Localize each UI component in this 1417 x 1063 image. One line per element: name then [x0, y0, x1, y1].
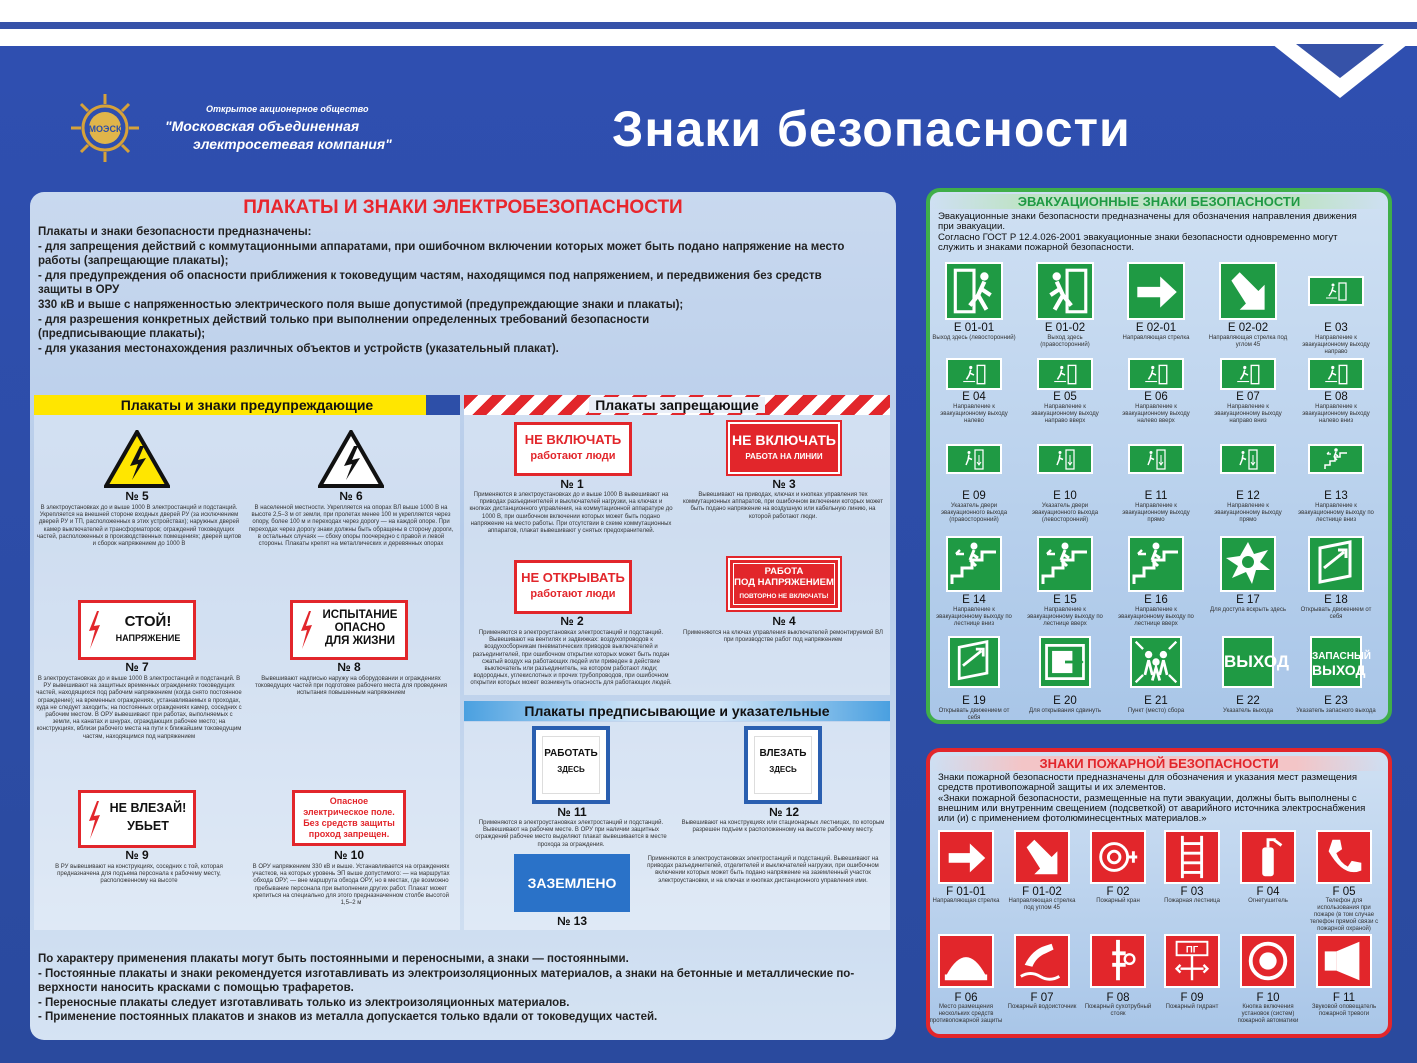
- intro-line: «Знаки пожарной безопасности, размещенные на пути эвакуации, должны быть выполнены с: [938, 792, 1357, 804]
- chevron-inner: [1296, 44, 1384, 78]
- do-not-open-poster: [514, 560, 632, 614]
- sign-description: Открывать движением от себя: [938, 708, 1010, 721]
- push-door-icon: [1308, 536, 1364, 592]
- sign-code: Е 18: [1324, 594, 1348, 606]
- sign-description: Направление к эвакуационному выходу направо вниз: [1214, 404, 1282, 424]
- sign-description: Место размещения нескольких средств противопожарной защиты: [929, 1004, 1003, 1024]
- sign-code: F 07: [1030, 992, 1054, 1004]
- poster-text: ОПАСНО: [334, 622, 386, 634]
- sign-text: ЗАПАСНЫЙ: [1312, 651, 1371, 662]
- do-not-switch-on-poster: [514, 422, 632, 476]
- phone-icon: [1316, 830, 1372, 884]
- prohibiting-subtitle-text: Плакаты запрещающие: [589, 397, 765, 413]
- sign-code: Е 19: [962, 695, 986, 707]
- poster-text: Опасное: [329, 796, 369, 806]
- sign-number: № 12: [768, 805, 800, 819]
- sign-description: Указатель двери эвакуационного выхода (правосторонний): [940, 503, 1008, 523]
- footer-line: - Применение постоянных плакатов и знаков из металла допускается только вдали от токоведущих частей.: [38, 1011, 658, 1024]
- prohibiting-subtitle: [464, 395, 890, 415]
- sign-description: Применяются в электроустановках электростанций и подстанций. Вывешивают на рабочем месте. В ОРУ при наличии защитных ограждений рабочее место выделяют плакат вывешивается в месте прохода за ограждения.: [475, 820, 667, 848]
- sign-description: Пункт (место) сбора: [1127, 708, 1185, 714]
- sign-number: № 9: [125, 848, 149, 862]
- arrow-diagonal-icon: [1219, 262, 1277, 320]
- sign-code: Е 01-02: [1044, 322, 1086, 334]
- lightning-icon: [299, 611, 313, 649]
- sign-code: Е 13: [1324, 490, 1348, 502]
- sign-code: Е 09: [962, 490, 986, 502]
- poster-text: работают люди: [530, 588, 616, 600]
- intro-line: Плакаты и знаки безопасности предназначены:: [38, 226, 312, 238]
- sign-code: F 03: [1180, 886, 1204, 898]
- intro-line: при эвакуации.: [938, 221, 1005, 233]
- stairs-icon: [1308, 444, 1364, 474]
- sign-code: F 06: [954, 992, 978, 1004]
- sign-number: № 13: [556, 914, 588, 928]
- prescriptive-subtitle: Плакаты предписывающие и указательные: [464, 701, 890, 721]
- sign-code: Е 16: [1144, 594, 1168, 606]
- footer-line: - Постоянные плакаты и знаки рекомендуется изготавливать из электроизоляционных материалов, а знаки на бетонные и металлические по-: [38, 967, 855, 980]
- lightning-icon: [87, 801, 101, 839]
- stairs-icon: [1128, 536, 1184, 592]
- sign-code: Е 23: [1324, 695, 1348, 707]
- intro-line: средств противопожарной защиты и их элементов.: [938, 782, 1166, 794]
- sign-code: Е 11: [1144, 490, 1168, 502]
- emergency-exit-text-icon: [1310, 636, 1371, 688]
- footer-line: По характеру применения плакаты могут быть постоянными и переносными, а знаки — постоянными.: [38, 953, 629, 965]
- alarm-button-icon: [1240, 934, 1296, 988]
- poster-text: ДЛЯ ЖИЗНИ: [324, 635, 396, 647]
- poster-text: ЗДЕСЬ: [557, 765, 585, 774]
- sign-code: Е 15: [1053, 594, 1077, 606]
- exit-right-icon: [1036, 262, 1094, 320]
- poster-text: НАПРЯЖЕНИЕ: [115, 633, 181, 643]
- intro-line: - для предупреждения об опасности приближения к токоведущим частям, находящимся под напряжением, и передвижения без средств: [38, 269, 822, 282]
- intro-line: - для указания местонахождения различных объектов и устройств (указательный плакат).: [38, 342, 559, 355]
- sign-description: Направление к эвакуационному выходу по лестнице вверх: [1027, 607, 1103, 627]
- exit-direction-icon: [1220, 358, 1276, 390]
- poster-top-edge: [0, 46, 1417, 62]
- sign-description: Вывешивают на конструкциях или стационарных лестницах, по которым разрешен подъем к расположенному на высоте рабочему месту.: [681, 820, 885, 834]
- intro-line: защиты в ОРУ: [38, 284, 120, 297]
- sign-description: В электроустановках до и выше 1000 В электростанций и подстанций. В РУ вывешивают на защитных временных ограждениях токоведущих частей, находящихся под рабочим напряжением (когда снято постоянное ограждение); на временных ограждениях, устанавливаемых в проходах, куда не следует заходить; на постоянных ограждениях камер, соседних с рабочим местом. В ОРУ вывешивают при работах, выполняемых с земли, на канатах и шнурах, ограждающих рабочее место; на конструкциях, вблизи рабочего места на пути к ближайшим токоведущим частям, находящимся под напряжением: [36, 676, 242, 740]
- poster-text: электрическое поле.: [303, 807, 395, 817]
- poster-text: ВЛЕЗАТЬ: [759, 748, 807, 759]
- sign-code: F 05: [1332, 886, 1356, 898]
- intro-line: - для запрещения действий с коммутационными аппаратами, при ошибочном включении которых может быть подано напряжение на место: [38, 240, 845, 253]
- sign-number: № 10: [333, 848, 365, 862]
- sign-number: № 2: [560, 614, 584, 628]
- fire-safety-panel: [926, 748, 1392, 1038]
- sign-number: № 8: [337, 660, 361, 674]
- sign-code: Е 10: [1053, 490, 1077, 502]
- sign-description: Вывешивают надписью наружу на оборудовании и ограждениях токоведущих частей при подготовке рабочего места для проведения испытания повышенным напряжением: [255, 676, 447, 697]
- intro-line: - для разрешения конкретных действий только при выполнении определенных требований безопасности: [38, 313, 650, 326]
- sign-code: F 04: [1256, 886, 1280, 898]
- sign-description: Выход здесь (правосторонний): [1040, 335, 1090, 348]
- sign-description: Открывать движением от себя: [1300, 607, 1372, 620]
- fire-equipment-icon: [938, 934, 994, 988]
- extinguisher-icon: [1240, 830, 1296, 884]
- intro-line: работы (запрещающие плакаты);: [38, 255, 229, 268]
- water-source-icon: [1014, 934, 1070, 988]
- do-not-switch-on-line-poster: [728, 422, 840, 474]
- work-here-poster: [532, 726, 610, 804]
- sign-number: № 5: [125, 489, 149, 503]
- sign-description: Выход здесь (левосторонний): [932, 335, 1016, 341]
- dry-riser-icon: [1090, 934, 1146, 988]
- fire-hose-icon: [1090, 830, 1146, 884]
- sign-description: Пожарный водоисточник: [1007, 1004, 1077, 1010]
- sign-description: Направляющая стрелка: [932, 898, 1000, 904]
- sign-description: В электроустановках до и выше 1000 В электростанций и подстанций. Укрепляется на внешней стороне входных дверей РУ (за исключением дверей РУ и ТП, расположенных в этих устройствах); наружных дверей камер выключателей и трансформаторов; ограждений токоведущих частей, расположенных в производственных помещениях; дверей щитов и сборок напряжением до 1000 В: [36, 505, 242, 548]
- org-line2: "Московская объединенная: [165, 118, 360, 134]
- exit-door-icon: [1220, 444, 1276, 474]
- intro-line: 330 кВ и выше с напряженностью электрического поля выше допустимой (предупреждающие знаки и плакаты);: [38, 298, 684, 311]
- sign-description: В населенной местности. Укрепляется на опорах ВЛ выше 1000 В на высоте 2,5–3 м от земли, при пролетах менее 100 м укрепляется через опору, более 100 м и переходах через дорогу — на каждой опоре. При переходах через дорогу знаки должны быть обращены в сторону дороги, в остальных случаях — сбоку опоры поочередно с правой и левой стороны. Плакаты крепят на металлических и деревянных опорах: [248, 505, 454, 548]
- poster-text: НЕ ВКЛЮЧАТЬ: [732, 432, 836, 448]
- sign-code: Е 06: [1144, 391, 1168, 403]
- grounded-poster: ЗАЗЕМЛЕНО: [514, 854, 630, 912]
- high-voltage-warning-icon: [318, 430, 384, 488]
- footer-line: верхности наносить красками с помощью трафаретов.: [38, 982, 354, 995]
- sign-description: Пожарная лестница: [1164, 898, 1220, 904]
- sign-description: Вывешивают на приводах, ключах и кнопках управления тех коммутационных аппаратов, при ошибочном включении которых может быть подано напряжение на воздушную или кабельную линию, на которой работают люди.: [682, 492, 884, 520]
- sign-code: F 01-01: [946, 886, 986, 898]
- sign-number: № 11: [557, 805, 587, 819]
- sign-description: Для доступа вскрыть здесь: [1210, 607, 1286, 613]
- org-line3: электросетевая компания": [193, 136, 392, 152]
- sign-description: Применяются в электроустановках электростанций и подстанций. Вывешивают на вентилях и задвижках: воздухопроводов к воздухосборникам пневматических приводов выключателей и разъединителей, при ошибочном открытии которых может быть подан сжатый воздух на работающих людей или приведен в действие выключатель или разъединитель, на котором работают люди; водородных, углекислотных и прочих трубопроводов, при ошибочном открытии которых может возникнуть опасность для работающих людей.: [470, 630, 672, 687]
- evacuation-title: ЭВАКУАЦИОННЫЕ ЗНАКИ БЕЗОПАСНОСТИ: [930, 194, 1388, 209]
- intro-line: Согласно ГОСТ Р 12.4.026-2001 эвакуационные знаки безопасности одновременно могут: [938, 231, 1338, 243]
- exit-left-icon: [945, 262, 1003, 320]
- hydrant-icon: [1164, 934, 1220, 988]
- climb-here-poster: [744, 726, 822, 804]
- sign-description: Указатель запасного выхода: [1296, 708, 1376, 714]
- sign-number: № 4: [772, 614, 796, 628]
- exit-door-icon: [946, 444, 1002, 474]
- exit-direction-icon: [1308, 276, 1364, 306]
- evacuation-signs-panel: [926, 188, 1392, 724]
- sliding-door-icon: [1039, 636, 1091, 688]
- sign-number: № 1: [560, 477, 584, 491]
- sign-description: Для открывания сдвинуть: [1029, 708, 1101, 714]
- live-work-poster: [728, 558, 840, 610]
- break-glass-icon: [1220, 536, 1276, 592]
- sign-code: F 09: [1180, 992, 1204, 1004]
- sign-description: Направление к эвакуационному выходу налево: [940, 404, 1008, 424]
- sign-description: Направление к эвакуационному выходу по лестнице вниз: [1298, 503, 1374, 523]
- poster-text: работают люди: [530, 450, 616, 462]
- sign-text: ВЫХОД: [1312, 662, 1366, 678]
- sign-code: Е 02-01: [1135, 322, 1177, 334]
- sign-code: Е 07: [1236, 391, 1260, 403]
- sign-code: Е 22: [1236, 695, 1260, 707]
- siren-icon: [1316, 934, 1372, 988]
- footer-text: [38, 952, 888, 1025]
- sign-description: Направление к эвакуационному выходу налево вниз: [1302, 404, 1370, 424]
- sign-description: Направление к эвакуационному выходу по лестнице вверх: [1118, 607, 1194, 627]
- intro-line: внешним или внутренним свещением (подсветкой) от аварийного источника электроснабжения: [938, 802, 1366, 814]
- intro-line: служить и знаками пожарной безопасности.: [938, 241, 1135, 253]
- intro-line: (предписывающие плакаты);: [38, 328, 206, 341]
- poster-text: ИСПЫТАНИЕ: [322, 609, 398, 621]
- lightning-icon: [87, 611, 101, 649]
- assembly-point-icon: [1130, 636, 1182, 688]
- sign-text: ПГ: [1185, 944, 1199, 956]
- sign-description: Телефон для использования при пожаре (в том случае телефон прямой связи с пожарной охраной): [1309, 898, 1379, 932]
- sign-number: № 6: [339, 489, 363, 503]
- exit-direction-icon: [1128, 358, 1184, 390]
- sign-description: Направление к эвакуационному выходу налево вверх: [1122, 404, 1190, 424]
- arrow-right-icon: [1127, 262, 1185, 320]
- fire-intro: [938, 773, 1388, 824]
- sign-description: Направляющая стрелка под углом 45: [1208, 335, 1288, 348]
- electrical-safety-panel: [30, 192, 896, 1040]
- sign-code: Е 05: [1053, 391, 1077, 403]
- sign-code: Е 02-02: [1227, 322, 1269, 334]
- sign-code: Е 08: [1324, 391, 1348, 403]
- sign-description: В ОРУ напряжением 330 кВ и выше. Устанавливается на ограждениях участков, на которых уровень ЭП выше допустимого: — на маршрутах обхода ОРУ; — вне маршрута обхода ОРУ, но в местах, где возможно пребывание персонала при выполнении других работ. Плакат может крепиться на специально для этого предназначенном столбе высотой 1,5–2 м: [252, 864, 450, 907]
- poster-text: ПОД НАПРЯЖЕНИЕМ: [734, 577, 834, 588]
- sign-description: Направление к эвакуационному выходу прямо: [1214, 503, 1282, 523]
- poster-text: НЕ ВКЛЮЧАТЬ: [524, 432, 622, 447]
- exit-door-icon: [1128, 444, 1184, 474]
- sign-description: Огнетушитель: [1248, 898, 1288, 904]
- warning-column: [34, 415, 460, 930]
- push-door-icon: [948, 636, 1000, 688]
- exit-direction-icon: [946, 358, 1002, 390]
- sign-code: Е 04: [962, 391, 986, 403]
- sign-description: Указатель выхода: [1222, 708, 1274, 714]
- poster-text: СТОЙ!: [124, 613, 172, 630]
- poster-text: ЗДЕСЬ: [769, 765, 797, 774]
- sign-description: Пожарный сухотрубный стояк: [1084, 1004, 1152, 1017]
- poster-text: ПОВТОРНО НЕ ВКЛЮЧАТЬ!: [739, 593, 829, 600]
- sign-description: В РУ вывешивают на конструкциях, соседних с той, которая предназначена для подъема персонала к рабочему месту, расположенному на высоте: [55, 864, 223, 885]
- sign-description: Кнопка включения установок (систем) пожарной автоматики: [1237, 1004, 1299, 1024]
- sign-description: Указатель двери эвакуационного выхода (левосторонний): [1031, 503, 1099, 523]
- do-not-climb-poster: [78, 790, 196, 848]
- sign-code: F 10: [1256, 992, 1280, 1004]
- sign-code: Е 12: [1236, 490, 1260, 502]
- exit-direction-icon: [1308, 358, 1364, 390]
- exit-door-icon: [1037, 444, 1093, 474]
- sign-description: Направление к эвакуационному выходу направо: [1302, 335, 1370, 355]
- high-voltage-warning-icon: [104, 430, 170, 488]
- sign-description: Применяются в электроустановках электростанций и подстанций. Вывешивают на приводах разъединителей, отделителей и выключателей нагрузки, при ошибочном включении которых может быть подано напряжение на заземленный участок электроустановки, и на ключах и кнопках дистанционного управления ими.: [647, 856, 879, 884]
- sign-code: Е 03: [1324, 322, 1348, 334]
- electric-field-poster: [292, 790, 406, 846]
- sign-description: Направляющая стрелка под углом 45: [1008, 898, 1076, 911]
- sign-code: F 11: [1332, 992, 1356, 1004]
- sign-description: Направление к эвакуационному выходу направо вверх: [1031, 404, 1099, 424]
- moesk-logo: [60, 90, 150, 170]
- exit-text-icon: [1222, 636, 1289, 688]
- intro-line: или (и) с применением фотолюминесцентных материалов.»: [938, 813, 1207, 825]
- fire-title: ЗНАКИ ПОЖАРНОЙ БЕЗОПАСНОСТИ: [930, 756, 1388, 771]
- sign-code: Е 20: [1053, 695, 1077, 707]
- sign-number: № 7: [125, 660, 149, 674]
- page-title: Знаки безопасности: [612, 101, 1131, 157]
- poster-text: РАБОТА НА ЛИНИИ: [745, 452, 823, 461]
- testing-danger-poster: [290, 600, 408, 660]
- stairs-icon: [946, 536, 1002, 592]
- sign-code: F 02: [1106, 886, 1130, 898]
- poster-text: РАБОТАТЬ: [544, 748, 598, 759]
- intro-line: Эвакуационные знаки безопасности предназначены для обозначения направления движения: [938, 211, 1357, 222]
- poster-text: РАБОТА: [764, 566, 804, 577]
- sign-code: Е 01-01: [953, 322, 995, 334]
- evacuation-intro: [938, 212, 1388, 253]
- sign-description: Звуковой оповещатель пожарной тревоги: [1311, 1004, 1377, 1017]
- org-line1: Открытое акционерное общество: [206, 104, 369, 114]
- stairs-icon: [1037, 536, 1093, 592]
- stop-voltage-poster: [78, 600, 196, 660]
- arrow-right-icon: [938, 830, 994, 884]
- poster-text: НЕ ВЛЕЗАЙ!: [109, 801, 187, 815]
- poster-text: НЕ ОТКРЫВАТЬ: [521, 570, 625, 585]
- arrow-diagonal-icon: [1014, 830, 1070, 884]
- sign-code: Е 14: [962, 594, 986, 606]
- footer-line: - Переносные плакаты следует изготавливать только из электроизоляционных материалов.: [38, 996, 570, 1009]
- sign-code: F 01-02: [1022, 886, 1062, 898]
- intro-text: [38, 225, 888, 356]
- sign-description: Применяются на ключах управления выключателей ремонтируемой ВЛ при производстве работ под напряжением: [683, 630, 883, 644]
- electrical-safety-title: ПЛАКАТЫ И ЗНАКИ ЭЛЕКТРОБЕЗОПАСНОСТИ: [243, 197, 683, 218]
- poster-text: УБЬЕТ: [127, 819, 169, 833]
- sign-text: ВЫХОД: [1224, 652, 1289, 671]
- sign-number: № 3: [772, 477, 796, 491]
- exit-direction-icon: [1037, 358, 1093, 390]
- sign-description: Направление к эвакуационному выходу прямо: [1122, 503, 1190, 523]
- sign-description: Применяются в электроустановках до и выше 1000 В вывешивают на приводах разъединителей и выключателей нагрузки, на ключах и кнопках дистанционного управления, на коммутационной аппаратуре до 1000 В, при ошибочном включении которых может быть подано напряжение на место работы. При отсутствии в схеме коммутационных аппаратов, плакат вывешивают у снятых предохранителей.: [469, 492, 673, 535]
- intro-line: Знаки пожарной безопасности предназначены для обозначения и указания мест размещения: [938, 772, 1358, 783]
- sign-description: Направляющая стрелка: [1122, 335, 1190, 341]
- top-stripe: [0, 22, 1417, 29]
- warning-subtitle: Плакаты и знаки предупреждающие: [34, 395, 460, 415]
- ladder-icon: [1164, 830, 1220, 884]
- poster-text: Без средств защиты: [303, 818, 395, 828]
- sign-code: Е 17: [1236, 594, 1260, 606]
- sign-description: Пожарный кран: [1096, 898, 1140, 904]
- poster-text: проход запрещен.: [308, 829, 390, 839]
- sign-description: Направление к эвакуационному выходу по лестнице вниз: [936, 607, 1012, 627]
- logo-text: МОЭСК: [88, 124, 122, 134]
- sign-code: Е 21: [1144, 695, 1168, 707]
- sign-description: Пожарный гидрант: [1165, 1004, 1219, 1010]
- sign-code: F 08: [1106, 992, 1130, 1004]
